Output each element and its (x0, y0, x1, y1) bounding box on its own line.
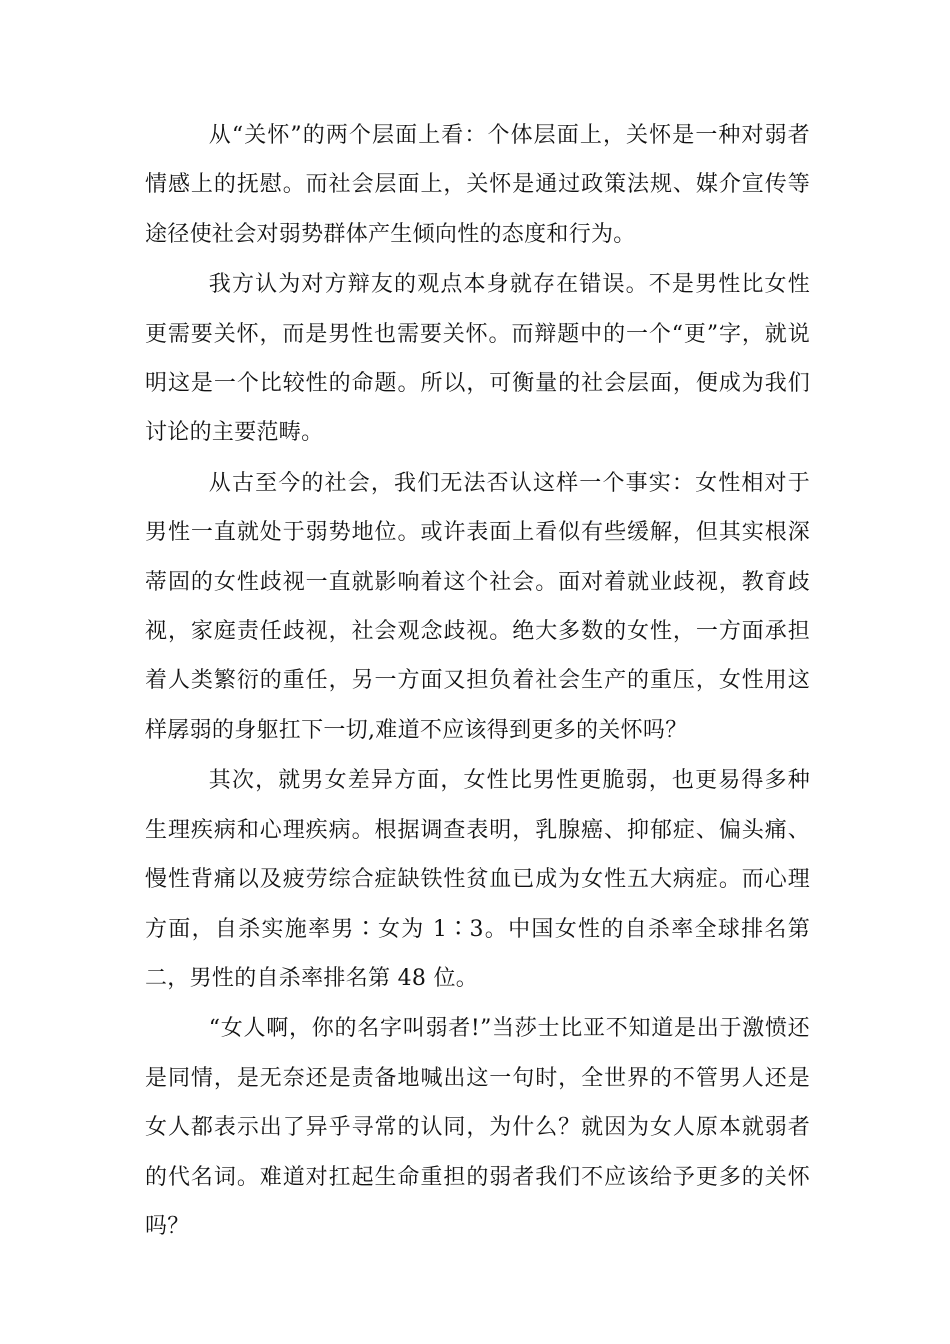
paragraph-shakespeare-quote: “女人啊，你的名字叫弱者!”当莎士比亚不知道是出于激愤还是同情，是无奈还是责备地喊出这一句时，全世界的不管男人还是女人都表示出了异乎寻常的认同，为什么？就因为女人原本就弱者的代名词。难道对扛起生命重担的弱者我们不应该给予更多的关怀吗？ (145, 1016, 810, 1239)
paragraph-social-status: 从古至今的社会，我们无法否认这样一个事实：女性相对于男性一直就处于弱势地位。或许表面上看似有些缓解，但其实根深蒂固的女性歧视一直就影响着这个社会。面对着就业歧视，教育歧视，家庭责任歧视，社会观念歧视。绝大多数的女性，一方面承担着人类繁衍的重任，另一方面又担负着社会生产的重压，女性用这样孱弱的身躯扛下一切,难道不应该得到更多的关怀吗？ (145, 470, 810, 743)
document-body (145, 111, 810, 1252)
paragraph-care-levels: 从“关怀”的两个层面上看：个体层面上，关怀是一种对弱者情感上的抚慰。而社会层面上，关怀是通过政策法规、媒介宣传等途径使社会对弱势群体产生倾向性的态度和行为。 (145, 123, 810, 247)
paragraph-gender-differences: 其次，就男女差异方面，女性比男性更脆弱，也更易得多种生理疾病和心理疾病。根据调查表明，乳腺癌、抑郁症、偏头痛、慢性背痛以及疲劳综合症缺铁性贫血已成为女性五大病症。而心理方面，自杀实施率男∶女为 1∶3。中国女性的自杀率全球排名第二，男性的自杀率排名第 48 位。 (145, 768, 810, 991)
paragraph-our-position: 我方认为对方辩友的观点本身就存在错误。不是男性比女性更需要关怀，而是男性也需要关怀。而辩题中的一个“更”字，就说明这是一个比较性的命题。所以，可衡量的社会层面，便成为我们讨论的主要范畴。 (145, 272, 810, 446)
